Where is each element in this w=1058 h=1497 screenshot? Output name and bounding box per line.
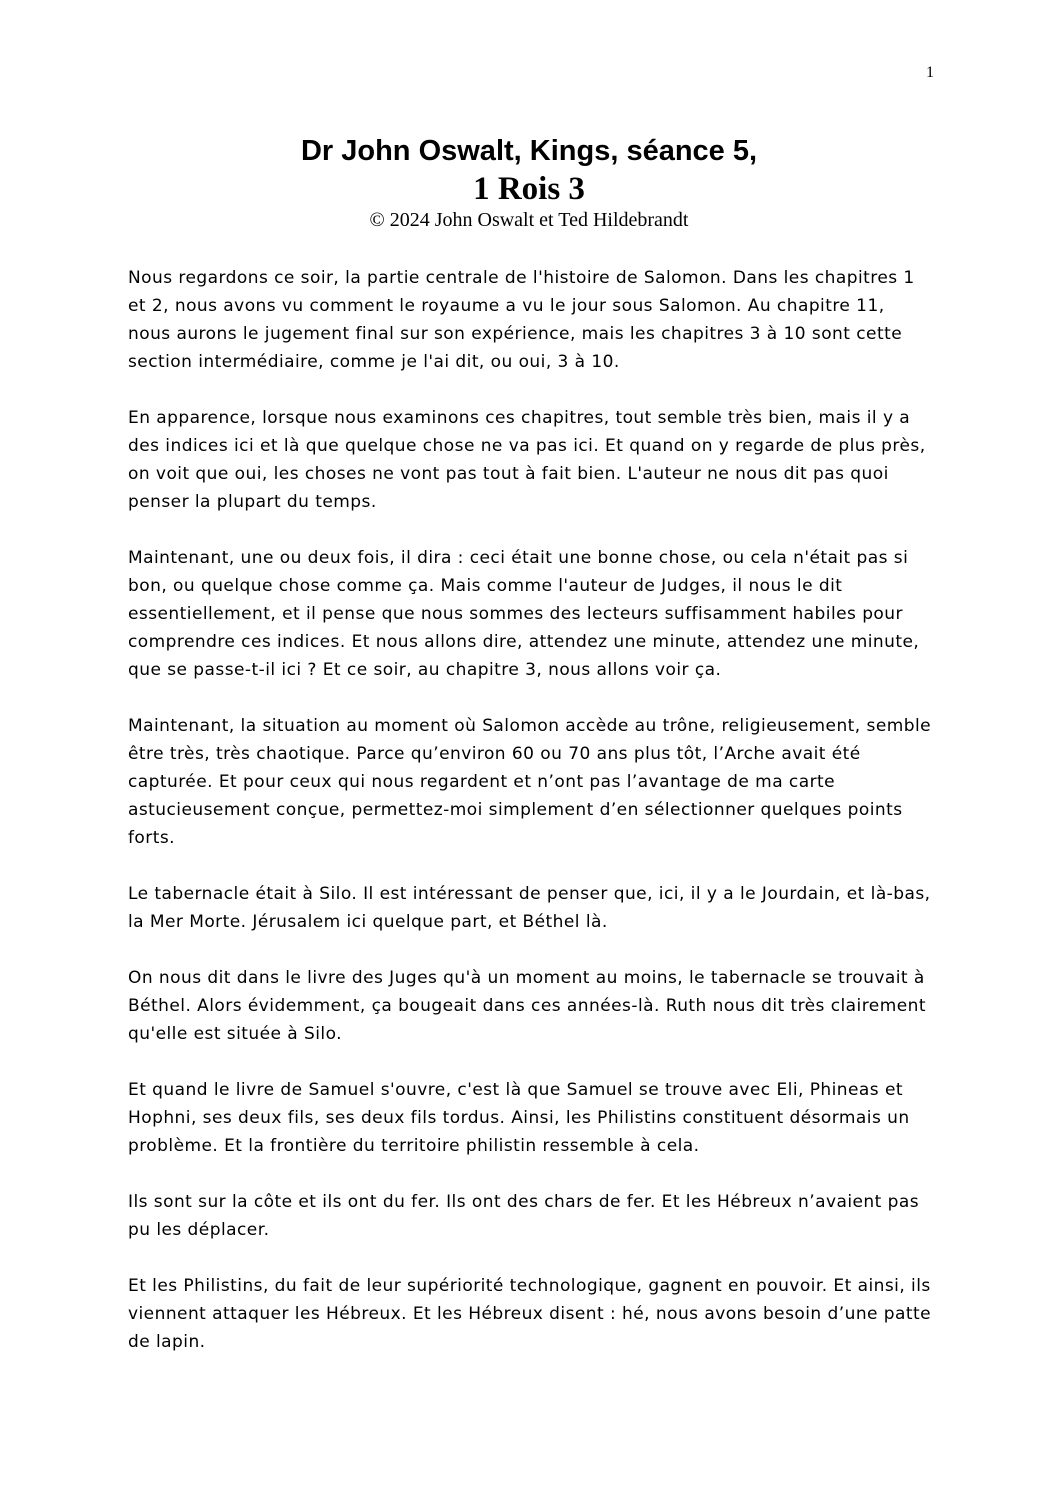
document-title: Dr John Oswalt, Kings, séance 5, <box>300 135 758 167</box>
paragraph: Maintenant, une ou deux fois, il dira : ceci était une bonne chose, ou cela n'était pas si bon, ou quelque chose comme ça. Mais comme l'auteur de Judges, il nous le dit essentiellement, et il pense que nous sommes des lecteurs suffisamment habiles pour comprendre ces indices. Et nous allons dire, attendez une minute, attendez une minute, que se passe-t-il ici ? Et ce soir, au chapitre 3, nous allons voir ça. <box>128 548 920 680</box>
paragraph: Maintenant, la situation au moment où Salomon accède au trône, religieusement, semble être très, très chaotique. Parce qu’environ 60 ou 70 ans plus tôt, l’Arche avait été capturée. Et pour ceux qui nous regardent et n’ont pas l’avantage de ma carte astucieusement conçue, permettez-moi simplement d’en sélectionner quelques points forts. <box>128 716 932 848</box>
paragraph: Nous regardons ce soir, la partie centrale de l'histoire de Salomon. Dans les chapitres 1 et 2, nous avons vu comment le royaume a vu le jour sous Salomon. Au chapitre 11, nous aurons le jugement final sur son expérience, mais les chapitres 3 à 10 sont cette section intermédiaire, comme je l'ai dit, ou oui, 3 à 10. <box>128 268 915 372</box>
copyright-notice: © 2024 John Oswalt et Ted Hildebrandt <box>369 209 689 231</box>
paragraph: On nous dit dans le livre des Juges qu'à un moment au moins, le tabernacle se trouvait à Béthel. Alors évidemment, ça bougeait dans ces années-là. Ruth nous dit très clairement qu'elle est située à Silo. <box>128 968 926 1044</box>
paragraph: En apparence, lorsque nous examinons ces chapitres, tout semble très bien, mais il y a des indices ici et là que quelque chose ne va pas ici. Et quand on y regarde de plus près, on voit que oui, les choses ne vont pas tout à fait bien. L'auteur ne nous dit pas quoi penser la plupart du temps. <box>128 408 926 512</box>
document-header <box>0 132 1058 232</box>
paragraph: Le tabernacle était à Silo. Il est intéressant de penser que, ici, il y a le Jourdain, et là-bas, la Mer Morte. Jérusalem ici quelque part, et Béthel là. <box>128 884 931 932</box>
document-body <box>128 264 933 1384</box>
paragraph: Ils sont sur la côte et ils ont du fer. Ils ont des chars de fer. Et les Hébreux n’avaient pas pu les déplacer. <box>128 1192 920 1240</box>
page-number: 1 <box>926 64 934 81</box>
paragraph: Et quand le livre de Samuel s'ouvre, c'est là que Samuel se trouve avec Eli, Phineas et Hophni, ses deux fils, ses deux fils tordus. Ainsi, les Philistins constituent désormais un problème. Et la frontière du territoire philistin ressemble à cela. <box>128 1080 910 1156</box>
paragraph: Et les Philistins, du fait de leur supériorité technologique, gagnent en pouvoir. Et ainsi, ils viennent attaquer les Hébreux. Et les Hébreux disent : hé, nous avons besoin d’une patte de lapin. <box>128 1276 932 1352</box>
document-subtitle: 1 Rois 3 <box>473 171 585 207</box>
